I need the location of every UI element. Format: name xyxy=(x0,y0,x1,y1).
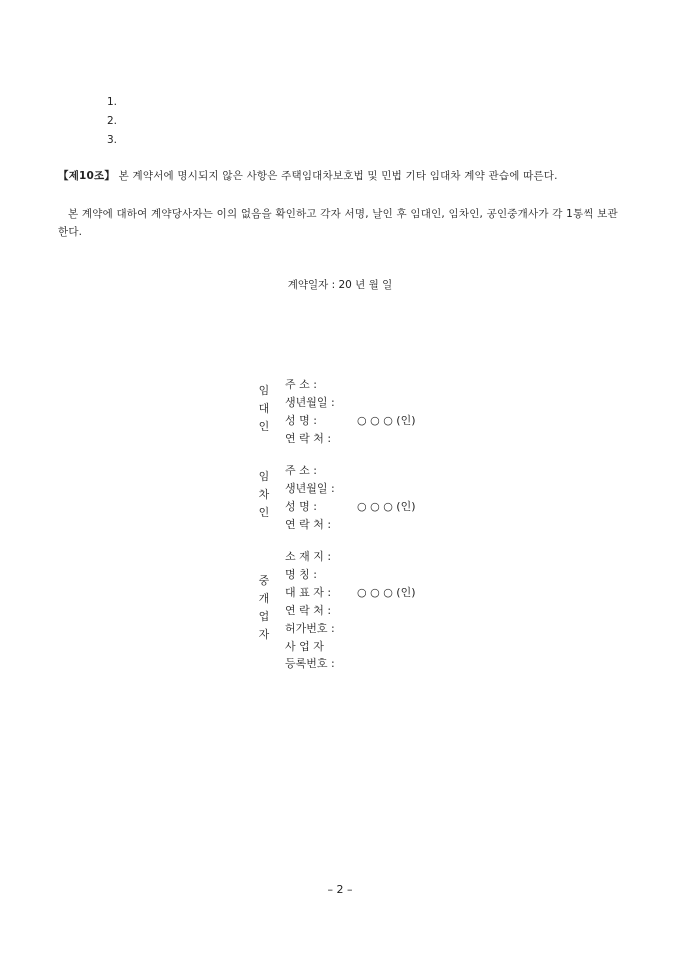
broker-title xyxy=(256,572,272,644)
broker-location-label: 소 재 지 : xyxy=(285,550,332,563)
tenant-address-label: 주 소 : xyxy=(285,464,317,477)
list-item-1: 1. xyxy=(107,96,118,108)
list-item-3: 3. xyxy=(107,134,118,146)
landlord-title-char: 대 xyxy=(258,402,270,415)
broker-contact-label: 연 락 처 : xyxy=(285,604,332,617)
landlord-birth-label: 생년월일 : xyxy=(285,396,335,409)
article-10-text: 본 계약서에 명시되지 않은 사항은 주택임대차보호법 및 민법 기타 임대차 계약 관습에 따른다. xyxy=(115,170,558,182)
broker-title-char: 업 xyxy=(258,610,270,623)
article-10 xyxy=(58,167,620,185)
broker-title-char: 자 xyxy=(258,628,270,641)
tenant-title xyxy=(256,468,272,522)
tenant-name-label: 성 명 : xyxy=(285,500,317,513)
list-item-2: 2. xyxy=(107,115,118,127)
landlord-signature: ○ ○ ○ (인) xyxy=(357,414,416,427)
contract-date: 계약일자 : 20 년 월 일 xyxy=(287,279,393,291)
tenant-title-char: 차 xyxy=(258,488,270,501)
landlord-title-char: 임 xyxy=(258,384,270,397)
landlord-name-label: 성 명 : xyxy=(285,414,317,427)
landlord-contact-label: 연 락 처 : xyxy=(285,432,332,445)
tenant-title-char: 임 xyxy=(258,470,270,483)
broker-rep-label: 대 표 자 : xyxy=(285,586,332,599)
landlord-title-char: 인 xyxy=(258,420,270,433)
tenant-birth-label: 생년월일 : xyxy=(285,482,335,495)
closing-paragraph: 본 계약에 대하여 계약당사자는 이의 없음을 확인하고 각자 서명, 날인 후 임대인, 임차인, 공인중개사가 각 1통씩 보관한다. xyxy=(58,208,618,238)
broker-title-char: 중 xyxy=(258,574,270,587)
broker-biz-label-line1: 사 업 자 xyxy=(285,640,324,653)
landlord-title xyxy=(256,382,272,436)
broker-license-label: 허가번호 : xyxy=(285,622,335,635)
broker-biz-label-line2: 등록번호 : xyxy=(285,657,335,670)
tenant-contact-label: 연 락 처 : xyxy=(285,518,332,531)
article-10-heading: 【제10조】 xyxy=(58,170,116,182)
broker-title-char: 개 xyxy=(258,592,270,605)
broker-name-label: 명 칭 : xyxy=(285,568,317,581)
page-number: – 2 – xyxy=(327,883,353,896)
landlord-address-label: 주 소 : xyxy=(285,378,317,391)
broker-signature: ○ ○ ○ (인) xyxy=(357,586,416,599)
tenant-title-char: 인 xyxy=(258,506,270,519)
tenant-signature: ○ ○ ○ (인) xyxy=(357,500,416,513)
